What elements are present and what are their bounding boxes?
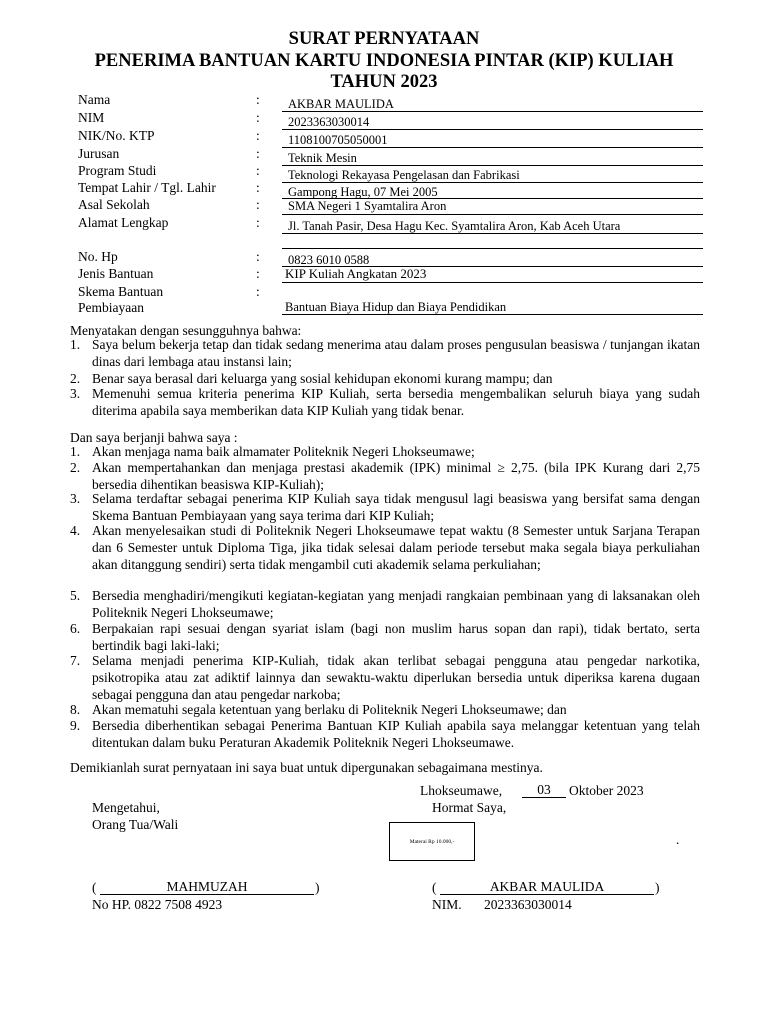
underline <box>282 214 703 215</box>
signature-month-year: Oktober 2023 <box>569 783 644 798</box>
list-number: 3. <box>70 491 81 506</box>
list-text: Saya belum bekerja tetap dan tidak sedang menerima atau dalam proses pengusulan beasiswa / tunjangan ikatan dinas dari lembaga atau instansi lain; <box>92 337 700 369</box>
list-number: 1. <box>70 444 81 459</box>
colon: : <box>256 110 260 125</box>
list-text: Benar saya berasal dari keluarga yang sosial kehidupan ekonomi kurang mampu; dan <box>92 371 553 386</box>
label-no-hp: No. Hp <box>78 249 118 264</box>
list-number: 4. <box>70 523 81 538</box>
list-number: 2. <box>70 460 81 475</box>
closing-text: Demikianlah surat pernyataan ini saya buat untuk dipergunakan sebagaimana mestinya. <box>70 760 543 775</box>
label-nama: Nama <box>78 92 111 107</box>
colon: : <box>256 266 260 281</box>
underline <box>282 248 703 249</box>
title-line-2: PENERIMA BANTUAN KARTU INDONESIA PINTAR (KIP) KULIAH <box>94 51 674 71</box>
list-text: Bersedia menghadiri/mengikuti kegiatan-kegiatan yang menjadi rangkaian pembinaan yang di laksanakan oleh Politeknik Negeri Lhokseumawe; <box>92 588 700 620</box>
underline <box>282 147 703 148</box>
right-heading: Hormat Saya, <box>432 800 507 815</box>
list-text: Memenuhi semua kriteria penerima KIP Kuliah, serta bersedia mengembalikan seluruh biaya yang sudah diterima apabila saya memberikan data KIP Kuliah yang tidak benar. <box>92 386 700 418</box>
value-alamat: Jl. Tanah Pasir, Desa Hagu Kec. Syamtalira Aron, Kab Aceh Utara <box>288 219 621 233</box>
underline <box>282 314 703 315</box>
colon: : <box>256 92 260 107</box>
list-number: 2. <box>70 371 81 386</box>
colon: : <box>256 180 260 195</box>
underline <box>282 165 703 166</box>
list-item <box>70 620 700 654</box>
list-number: 8. <box>70 702 81 717</box>
right-nim-label: NIM. <box>432 897 462 912</box>
list-text: Bersedia diberhentikan sebagai Penerima Bantuan KIP Kuliah apabila saya melanggar ketentuan yang telah ditentukan dalam buku Peraturan Akademik Politeknik Negeri Lhokseumawe. <box>92 718 700 750</box>
value-jurusan: Teknik Mesin <box>288 151 357 165</box>
list-text: Akan mempertahankan dan menjaga prestasi akademik (IPK) minimal ≥ 2,75. (bila IPK Kurang dari 2,75 bersedia dihentikan beasiswa KIP-Kuliah); <box>92 460 700 492</box>
list-number: 6. <box>70 621 81 636</box>
right-open-paren: ( <box>432 880 437 895</box>
list-text: Akan mematuhi segala ketentuan yang berlaku di Politeknik Negeri Lhokseumawe; dan <box>92 702 567 717</box>
title-line-3: TAHUN 2023 <box>330 72 438 92</box>
underline <box>282 282 703 283</box>
list-number: 7. <box>70 653 81 668</box>
colon: : <box>256 284 260 299</box>
statement-intro: Menyatakan dengan sesungguhnya bahwa: <box>70 323 302 338</box>
list-item <box>70 459 700 493</box>
list-text: Akan menyelesaikan studi di Politeknik Negeri Lhokseumawe tepat waktu (8 Semester untuk Sarjana Terapan dan 6 Semester untuk Diploma Tiga, jika tidak selesai dalam periode tersebut maka segala biaya perkuliahan akan ditanggung sendiri) serta tidak mengambil cuti akademik selama perkuliahan; <box>92 523 700 572</box>
left-signer-name: MAHMUZAH <box>100 880 314 895</box>
list-text: Selama menjadi penerima KIP-Kuliah, tidak akan terlibat sebagai pengguna atau pengedar narkotika, psikotropika atau zat adiktif lainnya dan sewaktu-waktu diperlukan bersedia untuk diperiksa karena dugaan sebagai pengguna dan atau pengedar narkoba; <box>92 653 700 702</box>
value-program-studi: Teknologi Rekayasa Pengelasan dan Fabrikasi <box>288 168 520 182</box>
value-skema-bantuan: Bantuan Biaya Hidup dan Biaya Pendidikan <box>285 300 507 314</box>
list-item <box>70 701 700 718</box>
left-signer-phone: No HP. 0822 7508 4923 <box>92 897 223 912</box>
left-heading-1: Mengetahui, <box>92 800 160 815</box>
label-pembiayaan: Pembiayaan <box>78 300 144 315</box>
label-nik: NIK/No. KTP <box>78 128 155 143</box>
materai-stamp-box <box>389 822 475 861</box>
label-jenis-bantuan: Jenis Bantuan <box>78 266 154 281</box>
right-close-paren: ) <box>655 880 660 895</box>
list-item <box>70 717 700 751</box>
underline <box>282 233 703 234</box>
value-nim: 2023363030014 <box>288 115 370 129</box>
list-item <box>70 443 700 460</box>
list-text: Berpakaian rapi sesuai dengan syariat islam (bagi non muslim harus sopan dan rapi), tidak bertato, serta bertindik bagi laki-laki; <box>92 621 700 653</box>
label-jurusan: Jurusan <box>78 146 120 161</box>
promise-intro: Dan saya berjanji bahwa saya : <box>70 430 238 445</box>
value-nama: AKBAR MAULIDA <box>288 97 394 111</box>
left-open-paren: ( <box>92 880 97 895</box>
colon: : <box>256 163 260 178</box>
signature-place: Lhokseumawe, <box>420 783 503 798</box>
colon: : <box>256 197 260 212</box>
list-item <box>70 336 700 370</box>
label-nim: NIM <box>78 110 105 125</box>
list-number: 5. <box>70 588 81 603</box>
list-text: Akan menjaga nama baik almamater Politeknik Negeri Lhokseumawe; <box>92 444 475 459</box>
value-tempat-tgl-lahir: Gampong Hagu, 07 Mei 2005 <box>288 185 438 199</box>
underline <box>282 182 703 183</box>
left-close-paren: ) <box>315 880 320 895</box>
list-item <box>70 490 700 524</box>
value-no-hp: 0823 6010 0588 <box>288 253 370 267</box>
title-line-1: SURAT PERNYATAAN <box>288 29 480 49</box>
colon: : <box>256 215 260 230</box>
list-number: 9. <box>70 718 81 733</box>
stamp-text: Materai Rp 10.000,- <box>409 838 455 845</box>
label-tempat-tgl-lahir: Tempat Lahir / Tgl. Lahir <box>78 180 216 195</box>
list-item <box>70 587 700 621</box>
list-number: 1. <box>70 337 81 352</box>
list-number: 3. <box>70 386 81 401</box>
list-text: Selama terdaftar sebagai penerima KIP Kuliah saya tidak mengusul lagi beasiswa yang bersifat sama dengan Skema Bantuan Pembiayaan yang saya terima dari KIP Kuliah; <box>92 491 700 523</box>
left-heading-2: Orang Tua/Wali <box>92 817 179 832</box>
colon: : <box>256 249 260 264</box>
colon: : <box>256 128 260 143</box>
colon: : <box>256 146 260 161</box>
right-nim-value: 2023363030014 <box>484 897 572 912</box>
value-asal-sekolah: SMA Negeri 1 Syamtalira Aron <box>288 199 447 213</box>
underline <box>282 129 703 130</box>
value-nik: 1108100705050001 <box>288 133 388 147</box>
underline <box>282 111 703 112</box>
label-alamat: Alamat Lengkap <box>78 215 169 230</box>
list-item <box>70 385 700 419</box>
label-program-studi: Program Studi <box>78 163 157 178</box>
list-item <box>70 652 700 703</box>
right-signer-name: AKBAR MAULIDA <box>440 880 654 895</box>
dot-mark: . <box>676 832 680 847</box>
signature-day: 03 <box>522 783 566 798</box>
label-skema-bantuan: Skema Bantuan <box>78 284 164 299</box>
value-jenis-bantuan: KIP Kuliah Angkatan 2023 <box>285 266 427 281</box>
list-item <box>70 522 700 573</box>
label-asal-sekolah: Asal Sekolah <box>78 197 150 212</box>
